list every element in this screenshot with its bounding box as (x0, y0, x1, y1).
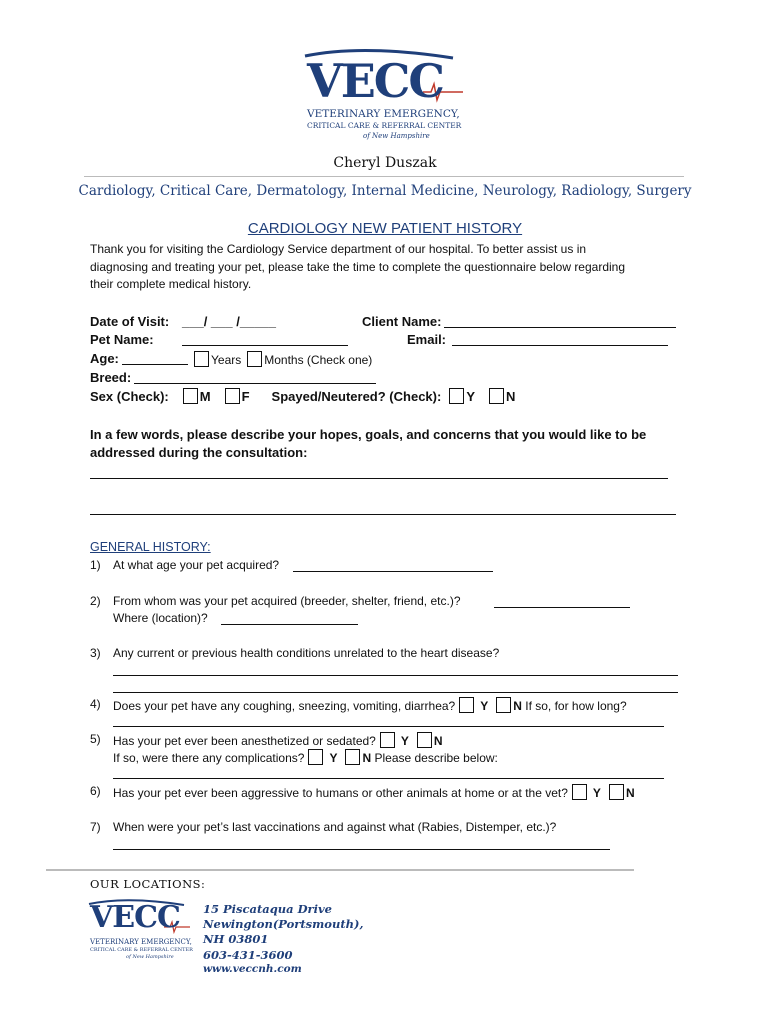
spayed-yes-checkbox[interactable] (449, 388, 464, 404)
q5-yes-label: Y (400, 734, 409, 748)
q4-text (113, 697, 627, 713)
header-divider (84, 176, 684, 177)
website-link[interactable]: www.veccnh.com (203, 963, 302, 975)
address-line-1: 15 Piscataqua Drive (203, 902, 332, 916)
intro-line-1: Thank you for visiting the Cardiology Service department of our hospital. To better assist us in (90, 242, 587, 256)
q1-number: 1) (90, 558, 101, 572)
phone-number: 603-431-3600 (203, 948, 293, 962)
female-label: F (241, 389, 250, 404)
sex-label: Sex (Check): (90, 389, 169, 404)
q7-text: When were your pet’s last vaccinations and against what (Rabies, Distemper, etc.)? (113, 820, 557, 834)
vecc-logo (303, 48, 469, 144)
logo-wordmark: VECC (307, 54, 443, 108)
q4-question: Does your pet have any coughing, sneezing, vomiting, diarrhea? (113, 699, 456, 713)
q2-number: 2) (90, 594, 101, 608)
q4-followup: If so, for how long? (525, 699, 627, 713)
q5-yes-checkbox[interactable] (380, 732, 395, 748)
q5-question: Has your pet ever been anesthetized or sedated? (113, 734, 376, 748)
footer-logo (88, 898, 192, 962)
q5b-yes-checkbox[interactable] (308, 749, 323, 765)
q2-answer[interactable] (494, 607, 630, 608)
q6-number: 6) (90, 784, 101, 798)
address-line-2: Newington(Portsmouth), (203, 917, 364, 931)
footer-logo-sub1: VETERINARY EMERGENCY, (90, 938, 192, 946)
spayed-yes-label: Y (466, 389, 475, 404)
intro-line-3: their complete medical history. (90, 277, 252, 291)
q1-answer[interactable] (293, 571, 493, 572)
intro-line-2: diagnosing and treating your pet, please take the time to complete the questionnaire below regarding (90, 260, 626, 274)
breed-label: Breed: (90, 370, 132, 385)
q4-yes-label: Y (480, 699, 489, 713)
q4-answer[interactable] (113, 726, 664, 727)
months-label: Months (Check one) (264, 353, 373, 367)
pet-name-field[interactable] (182, 345, 348, 346)
email-field[interactable] (452, 345, 668, 346)
male-label: M (199, 389, 211, 404)
q6-no-checkbox[interactable] (609, 784, 624, 800)
q5b-question: If so, were there any complications? (113, 751, 305, 765)
email-label: Email: (407, 332, 447, 347)
age-field[interactable] (122, 364, 188, 365)
logo-sub1: VETERINARY EMERGENCY, (307, 108, 460, 120)
goals-answer-line-2[interactable] (90, 514, 676, 515)
q1-text: At what age your pet acquired? (113, 558, 280, 572)
q6-yes-checkbox[interactable] (572, 784, 587, 800)
q7-answer[interactable] (113, 849, 610, 850)
q6-question: Has your pet ever been aggressive to humans or other animals at home or at the vet? (113, 786, 568, 800)
q4-no-label: N (513, 699, 522, 713)
page-title: CARDIOLOGY NEW PATIENT HISTORY (247, 220, 523, 237)
goals-line-1: In a few words, please describe your hopes, goals, and concerns that you would like to be (90, 427, 647, 442)
footer-logo-sub2: CRITICAL CARE & REFERRAL CENTER (90, 947, 193, 953)
logo-sub2: CRITICAL CARE & REFERRAL CENTER (307, 121, 462, 130)
logo-sub3: of New Hampshire (363, 132, 430, 140)
q5-no-checkbox[interactable] (417, 732, 432, 748)
q5b-yes-label: Y (329, 751, 338, 765)
address-line-3: NH 03801 (203, 932, 269, 946)
doctor-name: Cheryl Duszak (333, 155, 437, 171)
q4-yes-checkbox[interactable] (459, 697, 474, 713)
q4-no-checkbox[interactable] (496, 697, 511, 713)
spayed-no-label: N (505, 389, 516, 404)
q5-answer[interactable] (113, 778, 664, 779)
sex-row (90, 388, 515, 404)
goals-answer-line-1[interactable] (90, 478, 668, 479)
breed-field[interactable] (134, 383, 376, 384)
specialties: Cardiology, Critical Care, Dermatology, Internal Medicine, Neurology, Radiology, Surgery (78, 183, 692, 199)
years-label: Years (211, 353, 242, 367)
q3-text: Any current or previous health conditions unrelated to the heart disease? (113, 646, 500, 660)
spayed-label: Spayed/Neutered? (Check): (271, 389, 442, 404)
date-label: Date of Visit: (90, 314, 170, 329)
footer-logo-wordmark: VECC (90, 900, 180, 935)
q2-text: From whom was your pet acquired (breeder, shelter, friend, etc.)? (113, 594, 461, 608)
date-field[interactable]: ___/ ___ /_____ (182, 314, 276, 329)
spayed-no-checkbox[interactable] (489, 388, 504, 404)
footer-logo-sub3: of New Hampshire (126, 954, 174, 960)
age-label: Age: (90, 351, 119, 366)
q5b-text (113, 749, 498, 765)
q4-number: 4) (90, 697, 101, 711)
client-name-label: Client Name: (362, 314, 442, 329)
footer-divider (46, 869, 634, 871)
age-units (190, 351, 372, 367)
q6-text (113, 784, 635, 800)
q5b-followup: Please describe below: (374, 751, 498, 765)
q5-no-label: N (433, 734, 443, 748)
client-name-field[interactable] (444, 327, 676, 328)
goals-line-2: addressed during the consultation: (90, 445, 308, 460)
q6-yes-label: Y (592, 786, 601, 800)
q2b-answer[interactable] (221, 624, 358, 625)
q2b-text: Where (location)? (113, 611, 208, 625)
pet-name-label: Pet Name: (90, 332, 154, 347)
q3-number: 3) (90, 646, 101, 660)
q7-number: 7) (90, 820, 101, 834)
q5b-no-checkbox[interactable] (345, 749, 360, 765)
general-history-heading: GENERAL HISTORY: (90, 540, 211, 554)
locations-heading: OUR LOCATIONS: (90, 877, 206, 891)
female-checkbox[interactable] (225, 388, 240, 404)
q3-answer-line-2[interactable] (113, 692, 678, 693)
q5b-no-label: N (362, 751, 372, 765)
years-checkbox[interactable] (194, 351, 209, 367)
q5-number: 5) (90, 732, 101, 746)
months-checkbox[interactable] (247, 351, 262, 367)
male-checkbox[interactable] (183, 388, 198, 404)
q6-no-label: N (625, 786, 635, 800)
q3-answer-line-1[interactable] (113, 675, 678, 676)
q5-text (113, 732, 443, 748)
